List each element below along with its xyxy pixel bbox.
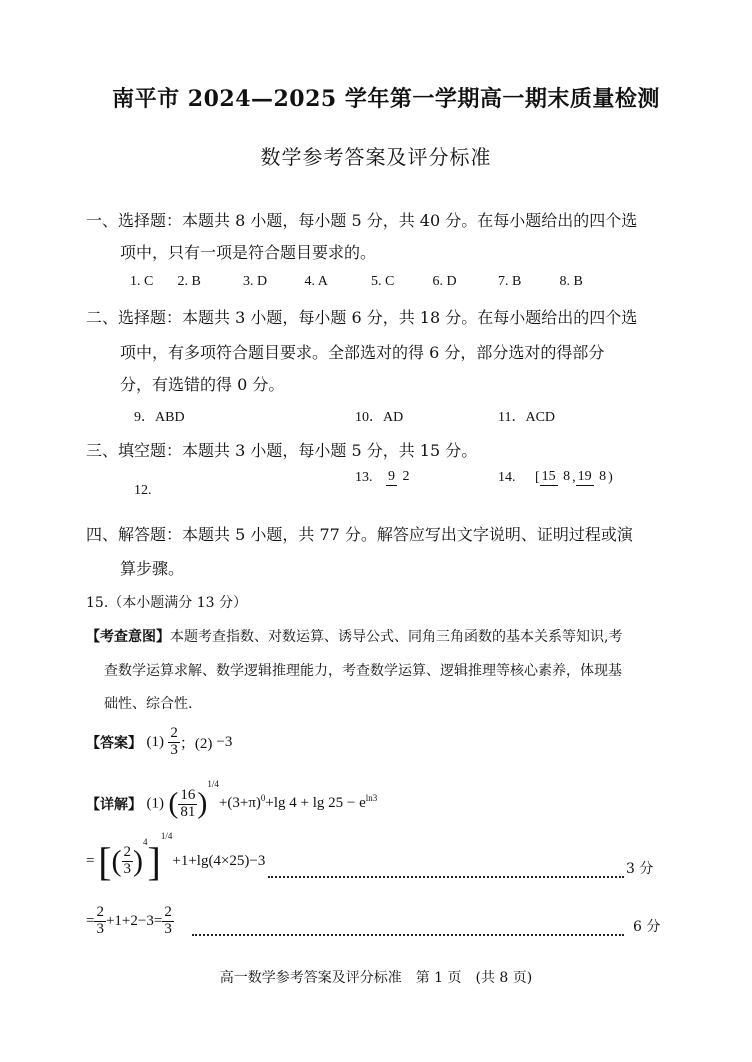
answer-2: 2. B: [177, 274, 201, 289]
bracket-open: [: [98, 839, 112, 884]
q14-a-numerator: 15: [541, 469, 556, 485]
expr-exponent: 1/4: [207, 779, 219, 790]
q13-denominator: 2: [402, 469, 410, 485]
q14-b-numerator: 19: [577, 469, 592, 485]
q15-detail-label: 【详解】: [86, 797, 142, 813]
step2-score: 6 分: [633, 919, 661, 935]
part1-line1: 一、选择题：本题共 8 小题，每小题 5 分，共 40 分。在每小题给出的四个选: [86, 211, 638, 230]
q15-detail-part1: (1): [146, 795, 164, 812]
q14-answer: [498, 470, 613, 486]
q15-answer-separator: ；(2): [179, 735, 213, 752]
paren-open: (: [168, 787, 179, 820]
q13-fraction: [386, 470, 412, 486]
step2-fraction-1: [94, 905, 106, 938]
q13-answer: [355, 470, 412, 486]
step1-numerator: 2: [123, 844, 132, 861]
part2-answer-9: 9．ABD: [134, 410, 185, 425]
answer-6: 6. D: [432, 274, 457, 289]
q15-answer-fraction: [168, 726, 180, 759]
part4-line2: 算步骤。: [120, 559, 185, 578]
q15-step2: [86, 905, 174, 938]
step2-equals: =: [86, 912, 95, 929]
q14-b-denominator: 8: [599, 469, 607, 485]
page-subtitle: 数学参考答案及评分标准: [260, 145, 492, 169]
q15-intent-line3: 础性、综合性.: [104, 696, 193, 712]
q15-step1: [86, 830, 266, 885]
page-title: 南平市 2024—2025 学年第一学期高一期末质量检测: [112, 86, 660, 112]
q14-comma: ,: [572, 470, 576, 485]
q14-label: 14.: [498, 470, 516, 485]
step2-denominator-1: 3: [96, 920, 104, 937]
q15-detail: [86, 779, 378, 821]
answer-7: 7. B: [498, 274, 522, 289]
part4-line1: 四、解答题：本题共 5 小题，共 77 分。解答应写出文字说明、证明过程或演: [86, 525, 633, 544]
part2-line1: 二、选择题：本题共 3 小题，每小题 6 分，共 18 分。在每小题给出的四个选: [86, 308, 638, 327]
step1-score: 3 分: [626, 861, 654, 877]
step2-denominator-2: 3: [164, 920, 172, 937]
expr-e-exponent: ln3: [365, 793, 378, 804]
q15-intent-line1: [86, 626, 622, 646]
q15-answer-part2: −3: [216, 733, 233, 750]
q15-heading: 15.（本小题满分 13 分）: [86, 595, 247, 611]
expr-zero: 0: [260, 793, 266, 804]
q14-fraction-b: [576, 470, 609, 486]
q15-answer-numerator: 2: [170, 725, 178, 741]
part1-answers: [130, 274, 583, 290]
q13-numerator: 9: [388, 469, 395, 485]
inner-paren-open: (: [111, 844, 122, 878]
q14-close-bracket: ): [608, 470, 613, 485]
step2-numerator-2: 2: [164, 904, 172, 920]
expr-fraction: [178, 788, 197, 821]
q14-fraction-a: [540, 470, 573, 486]
step2-numerator-1: 2: [96, 904, 104, 920]
expr-numerator: 16: [180, 786, 196, 803]
part1-line2: 项中，只有一项是符合题目要求的。: [120, 243, 377, 262]
q14-open-bracket: [: [535, 470, 540, 485]
step2-leader-dots: [192, 924, 624, 943]
q15-answer: [86, 726, 232, 759]
q14-a-denominator: 8: [563, 469, 571, 485]
q15-answer-part1: (1): [146, 733, 164, 750]
part2-line3: 分，有选错的得 0 分。: [120, 375, 285, 394]
q13-label: 13.: [355, 470, 373, 485]
answer-8: 8. B: [559, 274, 583, 289]
answer-1: 1. C: [130, 274, 154, 289]
step1-denominator: 3: [123, 861, 132, 877]
q15-intent-line2: 查数学运算求解、数学逻辑推理能力，考查数学运算、逻辑推理等核心素养，体现基: [104, 663, 622, 679]
q15-answer-denominator: 3: [170, 741, 178, 758]
expr-tail: +lg 4 + lg 25 − e: [265, 795, 366, 812]
paren-close: ): [197, 787, 208, 820]
q15-expression: [168, 779, 378, 820]
q15-intent-label: 【考查意图】: [86, 629, 170, 645]
answer-3: 3. D: [243, 274, 268, 289]
step1-leader-dots: [268, 866, 624, 885]
q15-answer-label: 【答案】: [86, 735, 142, 752]
answer-4: 4. A: [304, 274, 328, 289]
part2-answer-10: 10．AD: [355, 410, 404, 425]
bracket-close: ]: [147, 839, 161, 884]
q12-label: 12.: [134, 483, 152, 498]
expr-rest: +(3+π): [218, 795, 261, 812]
part3-line1: 三、填空题：本题共 3 小题，每小题 5 分，共 15 分。: [86, 441, 478, 460]
step1-exponent: 1/4: [160, 830, 173, 841]
step1-fraction: [122, 845, 134, 878]
step2-middle: +1+2−3=: [105, 912, 163, 929]
step2-fraction-2: [162, 905, 174, 938]
inner-paren-close: ): [133, 844, 144, 878]
answer-5: 5. C: [371, 274, 395, 289]
step1-rest: +1+lg(4×25)−3: [172, 853, 266, 869]
step1-equals: =: [86, 853, 95, 869]
page-footer: 高一数学参考答案及评分标准 第 1 页 (共 8 页): [219, 970, 533, 986]
part2-line2: 项中，有多项符合题目要求。全部选对的得 6 分，部分选对的得部分: [120, 343, 605, 362]
expr-denominator: 81: [180, 803, 196, 820]
q15-intent-text1: 本题考查指数、对数运算、诱导公式、同角三角函数的基本关系等知识,考: [170, 629, 623, 645]
part2-answer-11: 11．ACD: [498, 410, 556, 425]
step1-power: 4: [143, 836, 148, 847]
